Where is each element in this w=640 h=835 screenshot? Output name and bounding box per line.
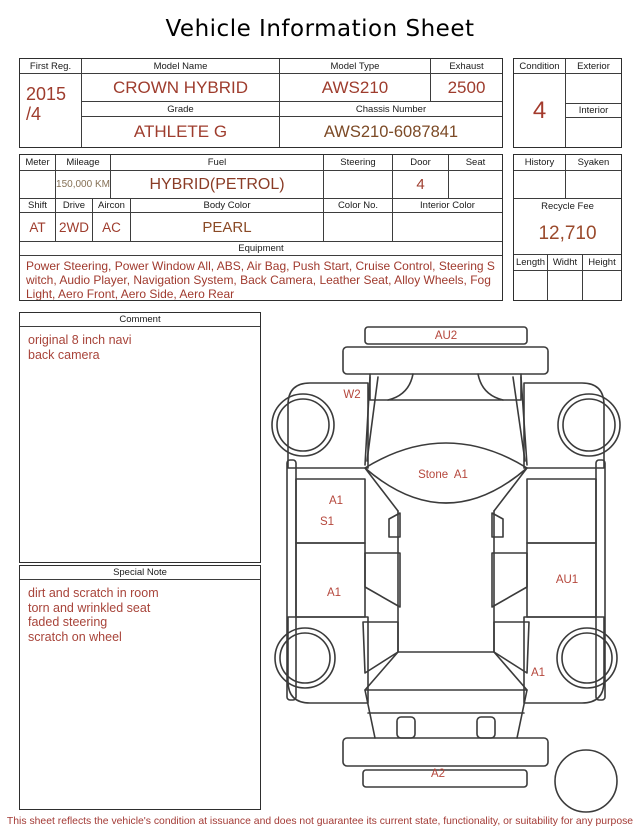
drive-value: 2WD bbox=[56, 213, 93, 241]
meter-value bbox=[20, 171, 56, 198]
aircon-value: AC bbox=[93, 213, 131, 241]
glass-corner-arc-left bbox=[388, 374, 413, 400]
exterior-header: Exterior bbox=[566, 59, 621, 74]
rear-fender-left bbox=[288, 617, 368, 703]
roof-sides bbox=[398, 511, 494, 652]
damage-label-au2: AU2 bbox=[434, 330, 458, 342]
length-header: Length bbox=[514, 255, 548, 271]
details-value-row-1 bbox=[20, 171, 502, 199]
body-color-value: PEARL bbox=[131, 213, 324, 241]
model-type-header: Model Type bbox=[280, 59, 431, 74]
aircon-header: Aircon bbox=[93, 199, 131, 213]
grade-value: ATHLETE G bbox=[82, 117, 280, 147]
identity-header-row-2 bbox=[82, 102, 502, 117]
rear-door-left bbox=[296, 543, 365, 617]
damage-label-a2: A2 bbox=[430, 768, 446, 780]
identity-value-row-1 bbox=[82, 74, 502, 102]
exhaust-header: Exhaust bbox=[431, 59, 502, 74]
condition-value: 4 bbox=[532, 96, 547, 124]
top-bumper-panel bbox=[343, 347, 548, 374]
bumper-stop-right bbox=[477, 717, 495, 738]
identity-value-row-2 bbox=[82, 117, 502, 147]
color-no-value bbox=[324, 213, 393, 241]
condition-table bbox=[513, 58, 622, 148]
first-reg-column bbox=[20, 59, 82, 147]
history-header: History bbox=[514, 155, 566, 171]
model-name-header: Model Name bbox=[82, 59, 280, 74]
seat-value bbox=[449, 171, 502, 198]
front-wheel-left-inner bbox=[277, 399, 329, 451]
door-value: 4 bbox=[393, 171, 449, 198]
door-gap-right-lower bbox=[492, 553, 527, 607]
trunk-panel bbox=[365, 690, 527, 738]
rear-fender-right bbox=[524, 617, 604, 703]
damage-label-a1-front-door: A1 bbox=[328, 495, 344, 507]
drive-header: Drive bbox=[56, 199, 93, 213]
details-header-row-1 bbox=[20, 155, 502, 171]
identity-header-row-1 bbox=[82, 59, 502, 74]
fuel-value: HYBRID(PETROL) bbox=[111, 171, 324, 198]
bottom-bumper-panel bbox=[343, 738, 548, 766]
details-table bbox=[19, 154, 503, 301]
interior-header: Interior bbox=[566, 103, 621, 118]
shift-header: Shift bbox=[20, 199, 56, 213]
height-header: Height bbox=[583, 255, 621, 271]
seat-header: Seat bbox=[449, 155, 502, 171]
dimensions-value-row bbox=[514, 271, 621, 300]
history-fee-table bbox=[513, 154, 622, 301]
door-gap-left-lower bbox=[365, 553, 400, 607]
damage-label-stone-a1: Stone A1 bbox=[418, 469, 468, 481]
damage-label-s1: S1 bbox=[319, 516, 335, 528]
widht-header: Widht bbox=[548, 255, 583, 271]
length-value bbox=[514, 271, 548, 300]
color-no-header: Color No. bbox=[324, 199, 393, 213]
details-header-row-2 bbox=[20, 199, 502, 213]
first-reg-year: 2015 bbox=[26, 84, 67, 104]
exterior-interior-column bbox=[566, 59, 621, 147]
disclaimer-text: This sheet reflects the vehicle's condition at issuance and does not guarantee its current state, functionality, or suitability for any purpose bbox=[6, 816, 634, 827]
special-note-line: faded steering bbox=[28, 615, 108, 629]
front-door-right bbox=[527, 479, 596, 543]
special-note-line: torn and wrinkled seat bbox=[28, 600, 151, 615]
grade-header: Grade bbox=[82, 102, 280, 117]
damage-label-au1: AU1 bbox=[555, 574, 579, 586]
body-color-header: Body Color bbox=[131, 199, 324, 213]
front-wheel-left bbox=[272, 394, 334, 456]
front-wheel-right bbox=[558, 394, 620, 456]
comment-line: original 8 inch navi bbox=[28, 333, 132, 347]
door-header: Door bbox=[393, 155, 449, 171]
equipment-value: Power Steering, Power Window All, ABS, Air Bag, Push Start, Cruise Control, Steering Switch, Audio Player, Navigation System, Back Camera, Leather Seat, Alloy Wheels, Fog Light, Aero Front, Aero Side, Aero Rear bbox=[26, 259, 495, 300]
vehicle-identity-table bbox=[19, 58, 503, 148]
syaken-value bbox=[566, 171, 621, 198]
comment-text bbox=[20, 327, 260, 368]
bumper-stop-left bbox=[397, 717, 415, 738]
rear-wheel-left bbox=[275, 628, 335, 688]
condition-column bbox=[514, 59, 566, 147]
mileage-value: 150,000 KM bbox=[56, 171, 111, 198]
history-value bbox=[514, 171, 566, 198]
front-door-left bbox=[296, 479, 365, 543]
recycle-fee-header: Recycle Fee bbox=[541, 200, 594, 212]
comment-line: back camera bbox=[28, 347, 100, 362]
exterior-value bbox=[566, 74, 621, 103]
pillar-right bbox=[513, 377, 527, 465]
first-reg-value bbox=[20, 74, 81, 124]
rear-wheel-right bbox=[557, 628, 617, 688]
fuel-header: Fuel bbox=[111, 155, 324, 171]
dimensions-header-row bbox=[514, 255, 621, 271]
chassis-number-value: AWS210-6087841 bbox=[323, 122, 459, 141]
special-note-text bbox=[20, 580, 260, 650]
damage-label-a1-right: A1 bbox=[530, 667, 546, 679]
steering-value bbox=[324, 171, 393, 198]
special-note-line: scratch on wheel bbox=[28, 629, 122, 644]
damage-label-a1-rear-door: A1 bbox=[326, 587, 342, 599]
spare-tire bbox=[555, 750, 617, 812]
height-value bbox=[583, 271, 621, 300]
shift-value: AT bbox=[20, 213, 56, 241]
recycle-fee-value: 12,710 bbox=[514, 213, 621, 255]
pillar-left bbox=[365, 377, 378, 465]
chassis-number-header: Chassis Number bbox=[280, 102, 502, 117]
interior-value bbox=[566, 118, 621, 147]
model-type-value: AWS210 bbox=[280, 74, 431, 101]
interior-color-header: Interior Color bbox=[393, 199, 502, 213]
identity-right-columns bbox=[82, 59, 502, 147]
special-note-header: Special Note bbox=[20, 566, 260, 580]
history-value-row bbox=[514, 171, 621, 199]
page-title: Vehicle Information Sheet bbox=[165, 16, 475, 42]
meter-header: Meter bbox=[20, 155, 56, 171]
equipment-header: Equipment bbox=[20, 242, 502, 256]
damage-label-w2: W2 bbox=[343, 389, 361, 401]
first-reg-month: /4 bbox=[26, 104, 42, 124]
details-value-row-2 bbox=[20, 213, 502, 242]
widht-value bbox=[548, 271, 583, 300]
special-note-line: dirt and scratch in room bbox=[28, 586, 159, 600]
special-note-box bbox=[19, 565, 261, 810]
model-name-value: CROWN HYBRID bbox=[82, 74, 280, 101]
glass-corner-arc-right bbox=[478, 374, 503, 400]
comment-header: Comment bbox=[20, 313, 260, 327]
comment-box bbox=[19, 312, 261, 563]
steering-header: Steering bbox=[324, 155, 393, 171]
front-wheel-right-inner bbox=[563, 399, 615, 451]
exhaust-value: 2500 bbox=[447, 77, 486, 97]
car-damage-diagram bbox=[270, 315, 636, 815]
mileage-header: Mileage bbox=[56, 155, 111, 171]
history-header-row bbox=[514, 155, 621, 171]
syaken-header: Syaken bbox=[566, 155, 621, 171]
first-reg-header: First Reg. bbox=[20, 59, 81, 74]
rear-glass-panel bbox=[370, 374, 521, 400]
interior-color-value bbox=[393, 213, 502, 241]
condition-header: Condition bbox=[514, 59, 565, 74]
